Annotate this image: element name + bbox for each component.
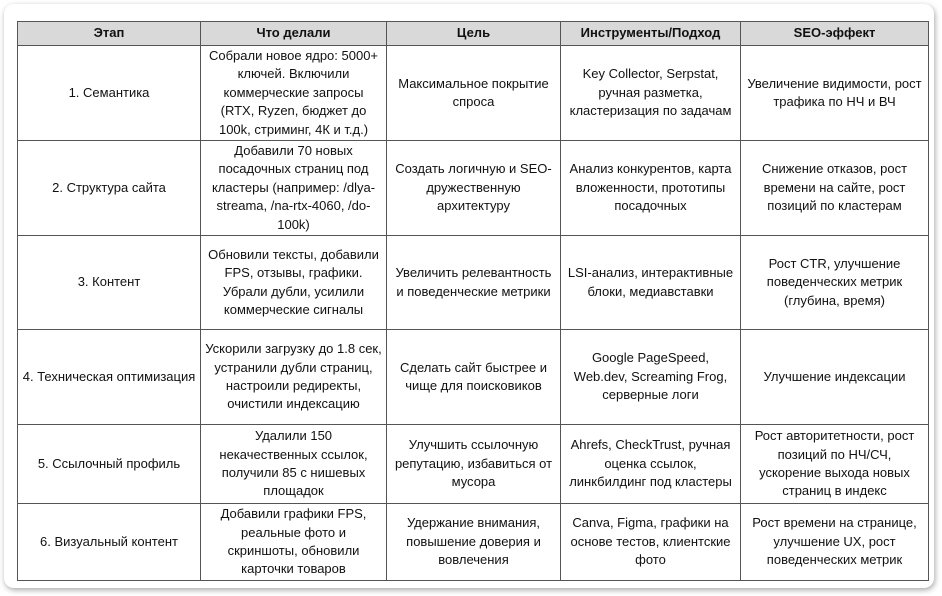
cell-what-done: Обновили тексты, добавили FPS, отзывы, графики. Убрали дубли, усилили коммерческие сигналы bbox=[201, 236, 387, 330]
cell-what-done: Удалили 150 некачественных ссылок, получили 85 с нишевых площадок bbox=[201, 425, 387, 504]
cell-goal: Улучшить ссылочную репутацию, избавиться от мусора bbox=[387, 425, 561, 504]
cell-seo-effect: Увеличение видимости, рост трафика по НЧ и ВЧ bbox=[741, 46, 929, 141]
cell-tools: Анализ конкурентов, карта вложенности, прототипы посадочных bbox=[561, 141, 741, 236]
cell-stage: 2. Структура сайта bbox=[18, 141, 201, 236]
cell-tools: Canva, Figma, графики на основе тестов, клиентские фото bbox=[561, 504, 741, 581]
cell-goal: Максимальное покрытие спроса bbox=[387, 46, 561, 141]
cell-what-done: Собрали новое ядро: 5000+ ключей. Включили коммерческие запросы (RTX, Ryzen, бюджет до 100k, стриминг, 4К и т.д.) bbox=[201, 46, 387, 141]
header-tools: Инструменты/Подход bbox=[561, 22, 741, 46]
table-row bbox=[18, 425, 929, 504]
cell-tools: Key Collector, Serpstat, ручная разметка, кластеризация по задачам bbox=[561, 46, 741, 141]
table-row bbox=[18, 46, 929, 141]
cell-tools: Ahrefs, CheckTrust, ручная оценка ссылок, линкбилдинг под кластеры bbox=[561, 425, 741, 504]
table-header-row bbox=[18, 22, 929, 46]
seo-stages-table bbox=[17, 21, 929, 581]
header-what-done: Что делали bbox=[201, 22, 387, 46]
cell-tools: LSI-анализ, интерактивные блоки, медиавставки bbox=[561, 236, 741, 330]
cell-tools: Google PageSpeed, Web.dev, Screaming Frog, серверные логи bbox=[561, 330, 741, 425]
cell-goal: Удержание внимания, повышение доверия и вовлечения bbox=[387, 504, 561, 581]
header-stage: Этап bbox=[18, 22, 201, 46]
cell-what-done: Добавили графики FPS, реальные фото и скриншоты, обновили карточки товаров bbox=[201, 504, 387, 581]
table-row bbox=[18, 236, 929, 330]
cell-what-done: Ускорили загрузку до 1.8 сек, устранили дубли страниц, настроили редиректы, очистили индексацию bbox=[201, 330, 387, 425]
cell-stage: 6. Визуальный контент bbox=[18, 504, 201, 581]
table-row bbox=[18, 141, 929, 236]
cell-stage: 3. Контент bbox=[18, 236, 201, 330]
header-seo-effect: SEO-эффект bbox=[741, 22, 929, 46]
cell-seo-effect: Рост времени на странице, улучшение UX, рост поведенческих метрик bbox=[741, 504, 929, 581]
cell-stage: 5. Ссылочный профиль bbox=[18, 425, 201, 504]
table-row bbox=[18, 330, 929, 425]
cell-seo-effect: Снижение отказов, рост времени на сайте, рост позиций по кластерам bbox=[741, 141, 929, 236]
cell-seo-effect: Рост CTR, улучшение поведенческих метрик (глубина, время) bbox=[741, 236, 929, 330]
cell-what-done: Добавили 70 новых посадочных страниц под кластеры (например: /dlya-streama, /na-rtx-4060, /do-100k) bbox=[201, 141, 387, 236]
header-goal: Цель bbox=[387, 22, 561, 46]
table-row bbox=[18, 504, 929, 581]
cell-stage: 1. Семантика bbox=[18, 46, 201, 141]
cell-goal: Создать логичную и SEO-дружественную архитектуру bbox=[387, 141, 561, 236]
cell-seo-effect: Улучшение индексации bbox=[741, 330, 929, 425]
cell-goal: Увеличить релевантность и поведенческие метрики bbox=[387, 236, 561, 330]
document-frame bbox=[4, 4, 934, 588]
cell-seo-effect: Рост авторитетности, рост позиций по НЧ/СЧ, ускорение выхода новых страниц в индекс bbox=[741, 425, 929, 504]
cell-goal: Сделать сайт быстрее и чище для поисковиков bbox=[387, 330, 561, 425]
cell-stage: 4. Техническая оптимизация bbox=[18, 330, 201, 425]
